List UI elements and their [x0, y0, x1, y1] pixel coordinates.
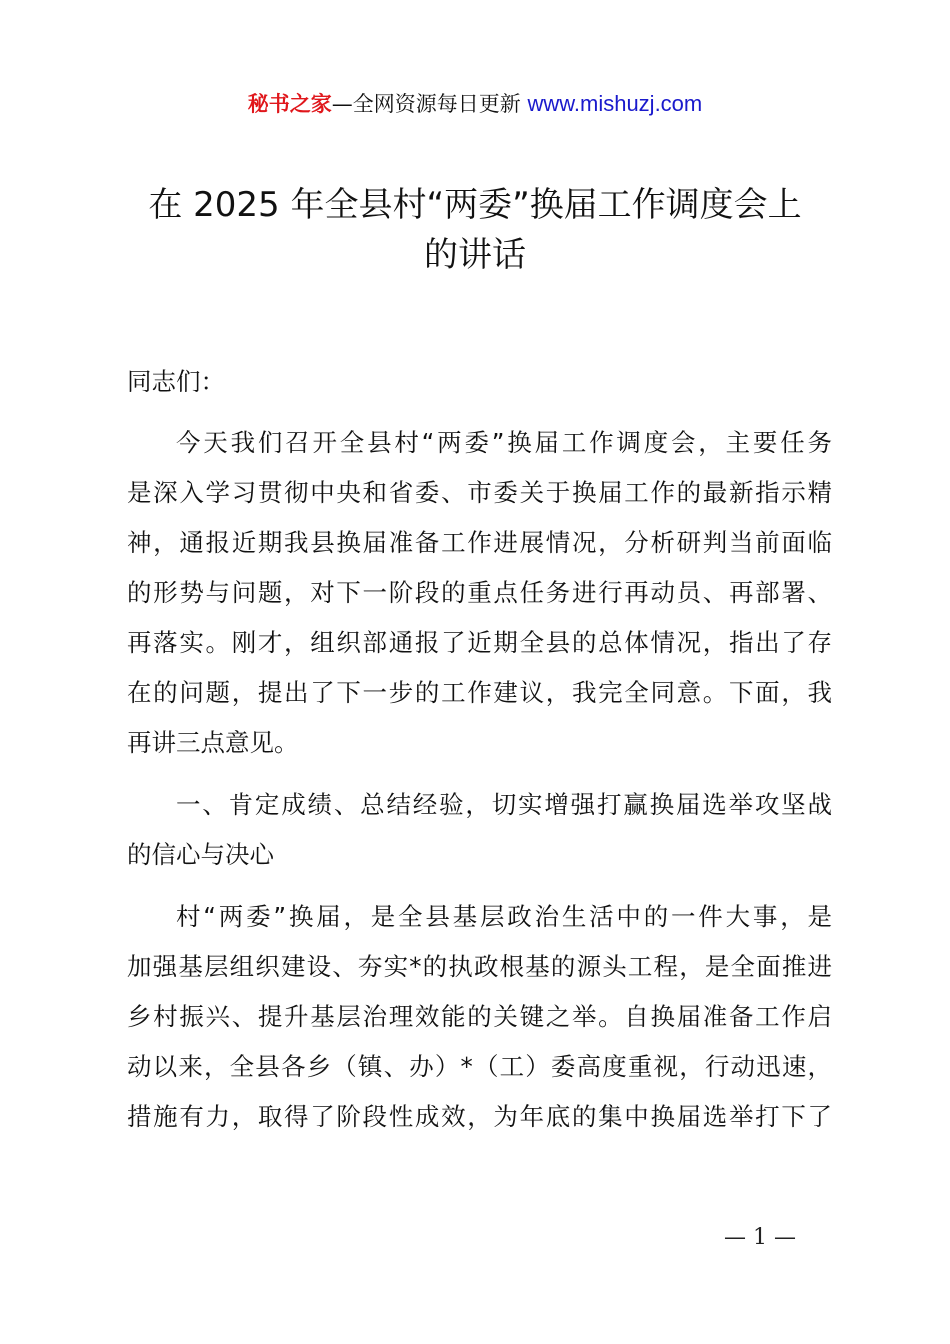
heading-line: 一、肯定成绩、总结经验，切实增强打赢换届选举攻坚战	[176, 790, 832, 819]
text-line: 在的问题，提出了下一步的工作建议，我完全同意。下面，我	[127, 678, 832, 707]
text-line: 是深入学习贯彻中央和省委、市委关于换届工作的最新指示精	[127, 478, 832, 507]
page-number: — 1 —	[724, 1225, 796, 1250]
section-heading-1	[127, 780, 832, 880]
site-header	[0, 88, 950, 120]
text-line: 措施有力，取得了阶段性成效，为年底的集中换届选举打下了	[127, 1102, 832, 1131]
text-line: 乡村振兴、提升基层治理效能的关键之举。自换届准备工作启	[127, 1002, 832, 1031]
header-tagline: —全网资源每日更新	[331, 92, 528, 116]
title-line-1: 在 2025 年全县村“两委”换届工作调度会上	[148, 185, 802, 225]
brand-name: 秘书之家	[247, 92, 332, 116]
text-line: 加强基层组织建设、夯实*的执政根基的源头工程，是全面推进	[127, 952, 832, 981]
title-line-2: 的讲话	[424, 235, 526, 275]
paragraph-intro	[127, 418, 832, 768]
text-line: 再落实。刚才，组织部通报了近期全县的总体情况，指出了存	[127, 628, 832, 657]
text-line: 动以来，全县各乡（镇、办）*（工）委高度重视，行动迅速，	[127, 1052, 832, 1081]
text-line: 再讲三点意见。	[127, 728, 299, 757]
text-line: 神，通报近期我县换届准备工作进展情况，分析研判当前面临	[127, 528, 832, 557]
heading-line: 的信心与决心	[127, 840, 274, 869]
text-line: 的形势与问题，对下一阶段的重点任务进行再动员、再部署、	[127, 578, 832, 607]
document-title	[100, 180, 850, 280]
text-line: 村“两委”换届，是全县基层政治生活中的一件大事，是	[176, 902, 832, 931]
paragraph-section-1	[127, 892, 832, 1142]
site-url-link[interactable]: www.mishuzj.com	[527, 91, 703, 116]
text-line: 今天我们召开全县村“两委”换届工作调度会，主要任务	[176, 428, 832, 457]
greeting: 同志们：	[127, 367, 225, 396]
